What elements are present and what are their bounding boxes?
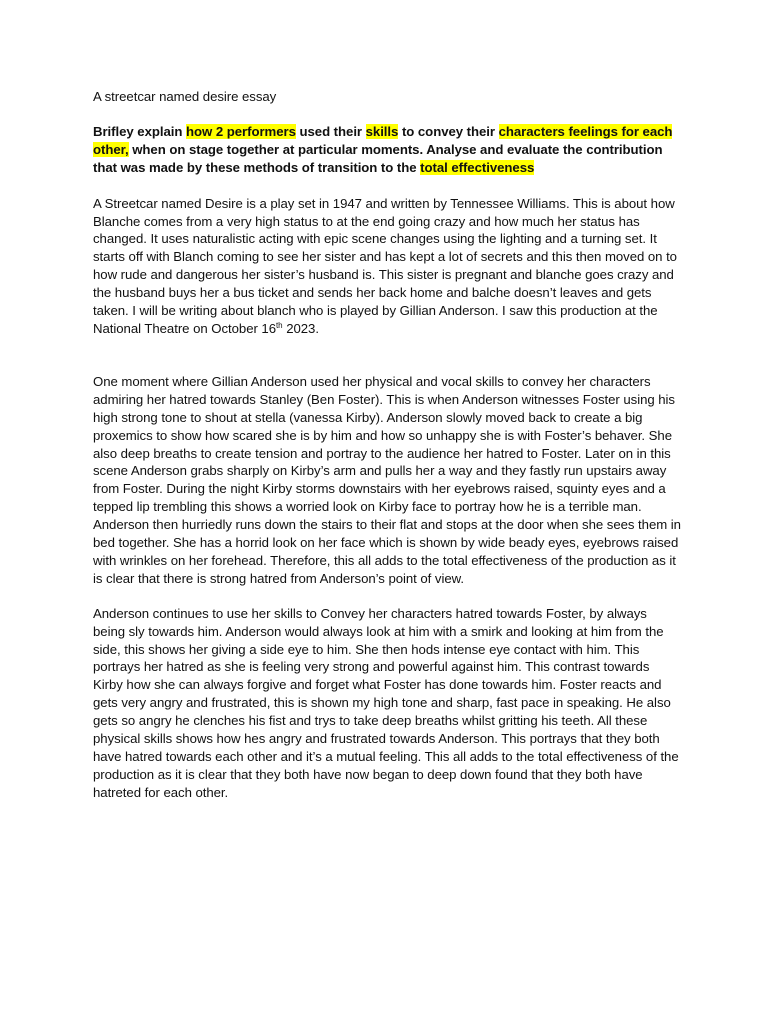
question-highlight-3: characters feelings for each other, [93, 123, 673, 157]
essay-question [93, 123, 682, 177]
body-paragraph-1: One moment where Gillian Anderson used her physical and vocal skills to convey her characters admiring her hatred towards Stanley (Ben Foster). This is when Anderson witnesses Foster using his high strong tone to shout at stella (vanessa Kirby). Anderson slowly moved back to create a big proxemics to show how scared she is by him and how so unhappy she is with Foster’s behaver. She also deep breaths to create tension and portray to the audience her hatred to Foster. Later on in this scene Anderson grabs sharply on Kirby’s arm and pulls her a way and they fastly run upstairs away from Foster. During the night Kirby storms downstairs with her eyebrows raised, squinty eyes and a tepped lip trembling this shows a worried look on Kirby face to portray how he is a terrible man. Anderson then hurriedly runs down the stairs to their flat and stops at the door when she sees them in bed together. She has a horrid look on her face which is shown by wide beady eyes, eyebrows raised with wrinkles on her forehead. Therefore, this all adds to the total effectiveness of the production as it is clear that there is strong hatred from Anderson’s point of view. [93, 373, 681, 586]
question-text-2: used their [295, 123, 366, 139]
question-text-1: Brifley explain [93, 123, 187, 139]
question-text-3: to convey their [398, 123, 499, 139]
question-text-4: when on stage together at particular moments. Analyse and evaluate the contribution that was made by these methods of transition to the [93, 141, 663, 175]
question-highlight-1: how 2 performers [186, 123, 296, 139]
intro-paragraph-end: 2023. [282, 320, 319, 336]
intro-paragraph-text: A Streetcar named Desire is a play set in 1947 and written by Tennessee Williams. This is about how Blanche comes from a very high status to at the end going crazy and how much her status has changed. It uses naturalistic acting with epic scene changes using the lighting and a turning set. It starts off with Blanch coming to see her sister and has kept a lot of secrets and this then moved on to how rude and dangerous her sister’s husband is. This sister is pregnant and blanche goes crazy and the husband buys her a bus ticket and sends her back home and balche doesn’t leaves and gets taken. I will be writing about blanch who is played by Gillian Anderson. I saw this production at the National Theatre on October 16 [93, 195, 677, 336]
ordinal-superscript: th [276, 320, 283, 330]
body-paragraph-2: Anderson continues to use her skills to Convey her characters hatred towards Foster, by always being sly towards him. Anderson would always look at him with a smirk and looking at him from the side, this shows her giving a side eye to him. She then hods intense eye contact with him. This portrays her hatred as she is feeling very strong and powerful against him. This contrast towards Kirby how she can always forgive and forget what Foster has done towards him. Foster reacts and gets very angry and frustrated, this is shown my high tone and sharp, fast pace in speaking. He also gets so angry he clenches his fist and trys to take deep breaths whilst gritting his teeth. All these physical skills shows how hes angry and frustrated towards Anderson. This portrays that they both have hatred towards each other and it’s a mutual feeling. This all adds to the total effectiveness of the production as it is clear that they both have now began to deep down found that they both have hatreted for each other. [93, 605, 679, 800]
document-title: A streetcar named desire essay [93, 89, 277, 104]
question-highlight-2: skills [365, 123, 399, 139]
intro-paragraph [93, 195, 682, 338]
question-highlight-4: total effectiveness [420, 159, 535, 175]
